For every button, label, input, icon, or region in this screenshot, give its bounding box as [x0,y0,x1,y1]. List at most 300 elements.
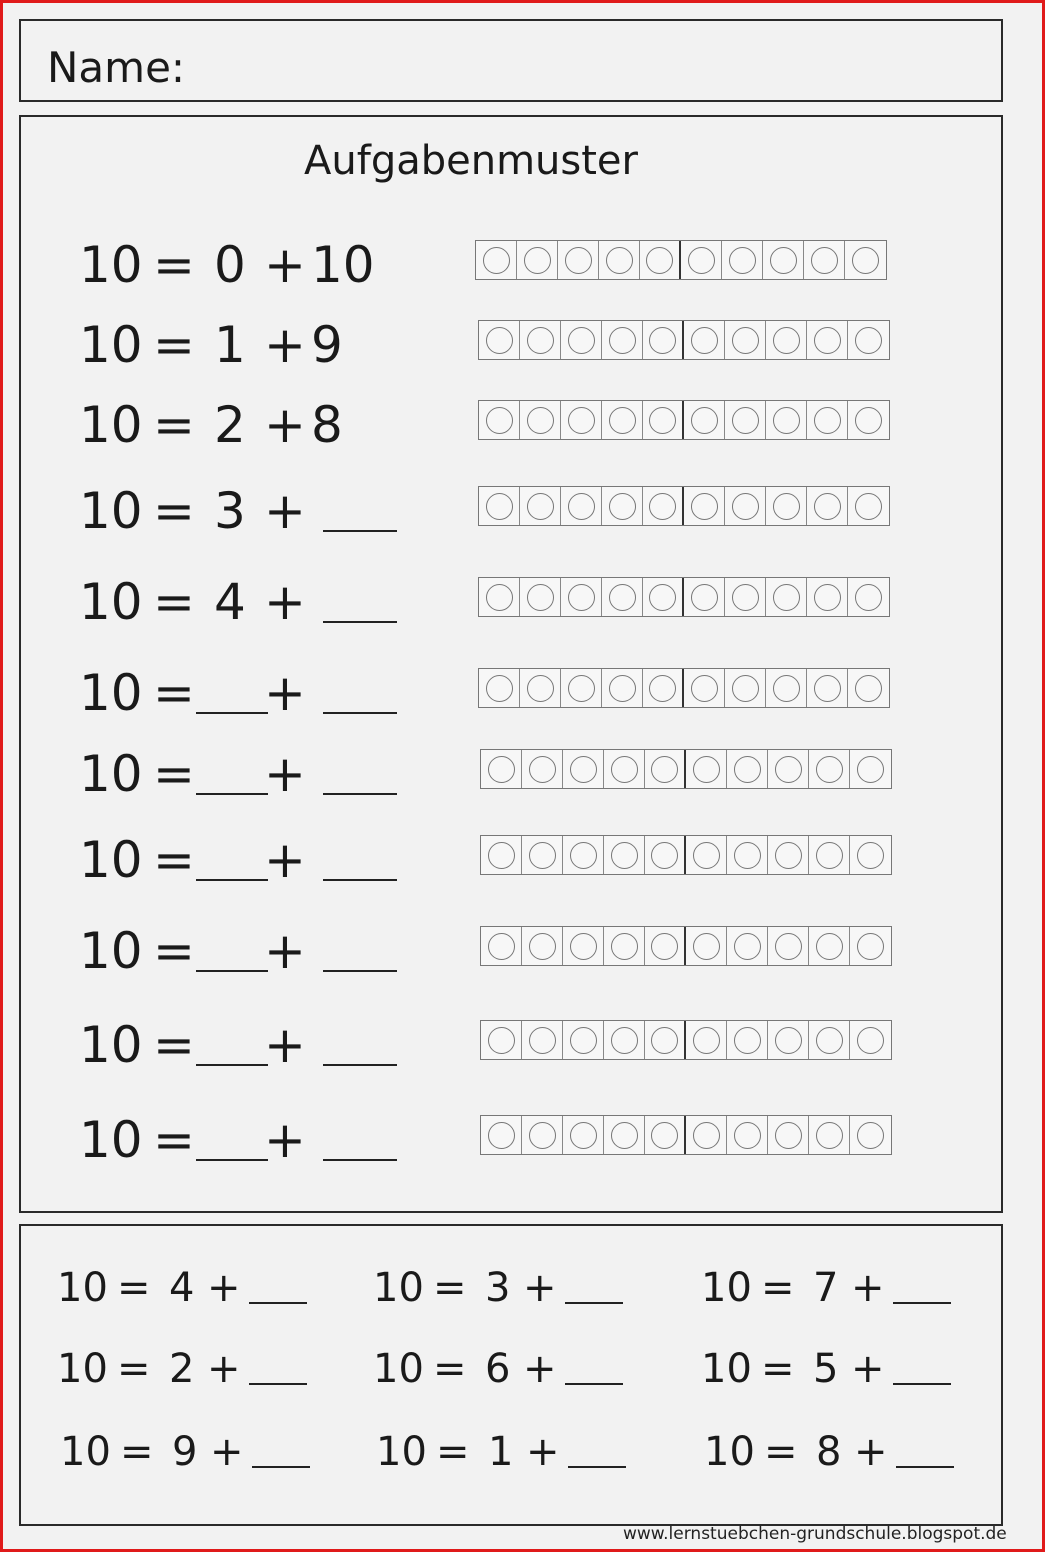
ten-frame-cell [520,578,561,616]
practice-equation [701,1347,961,1391]
ten-frame-cell [561,487,602,525]
counter-circle[interactable] [486,407,513,434]
total-number: 10 [701,1265,752,1311]
counter-circle[interactable] [649,675,676,702]
equation-row [21,658,1005,728]
ten-frame-cell [602,321,643,359]
total-number: 10 [79,316,143,374]
counter-circle[interactable] [570,842,597,869]
equals-sign: = [436,1429,470,1475]
counter-circle[interactable] [773,584,800,611]
ten-frame-cell [809,927,850,965]
ten-frame-cell [807,321,848,359]
counter-circle[interactable] [649,493,676,520]
total-number: 10 [701,1346,752,1392]
answer-blank-a[interactable] [196,1159,268,1161]
counter-circle[interactable] [857,1027,884,1054]
counter-circle[interactable] [527,327,554,354]
ten-frame-cell [520,321,561,359]
ten-frame-cell [722,241,763,279]
counter-circle[interactable] [814,327,841,354]
ten-frame-cell [522,750,563,788]
counter-circle[interactable] [857,756,884,783]
ten-frame-cell [645,927,686,965]
counter-circle[interactable] [488,933,515,960]
plus-sign: + [210,1429,244,1475]
counter-circle[interactable] [816,933,843,960]
equation-row [21,230,1005,300]
counter-circle[interactable] [570,756,597,783]
counter-circle[interactable] [609,493,636,520]
answer-blank[interactable] [249,1302,307,1304]
ten-frame-cell [809,1021,850,1059]
counter-circle[interactable] [857,1122,884,1149]
ten-frame-cell [604,927,645,965]
equals-sign: = [153,573,195,631]
total-number: 10 [79,831,143,889]
equals-sign: = [153,664,195,722]
total-number: 10 [57,1346,108,1392]
counter-circle[interactable] [486,584,513,611]
ten-frame-cell [727,750,768,788]
answer-blank[interactable] [249,1383,307,1385]
counter-circle[interactable] [529,1122,556,1149]
counter-circle[interactable] [855,675,882,702]
counter-circle[interactable] [732,407,759,434]
plus-sign: + [526,1429,560,1475]
addend-b: 10 [311,236,375,294]
counter-circle[interactable] [486,493,513,520]
addend-b: 8 [311,396,343,454]
ten-frame [478,486,890,526]
ten-frame-cell [848,578,889,616]
answer-blank[interactable] [252,1466,310,1468]
ten-frame-cell [727,836,768,874]
ten-frame-cell [604,836,645,874]
plus-sign: + [207,1265,241,1311]
counter-circle[interactable] [691,407,718,434]
equals-sign: = [153,482,195,540]
plus-sign: + [264,664,306,722]
ten-frame-cell [684,321,725,359]
addend-a: 2 [214,396,246,454]
practice-equation [704,1430,964,1474]
addend-a: 3 [485,1265,511,1311]
counter-circle[interactable] [568,675,595,702]
ten-frame-cell [561,321,602,359]
ten-frame-cell [686,1021,727,1059]
ten-frame-cell [517,241,558,279]
total-number: 10 [60,1429,111,1475]
ten-frame-cell [807,487,848,525]
ten-frame-cell [558,241,599,279]
ten-frame-cell [681,241,722,279]
counter-circle[interactable] [488,756,515,783]
ten-frame-cell [479,578,520,616]
answer-blank-a[interactable] [196,793,268,795]
counter-circle[interactable] [732,584,759,611]
ten-frame-cell [640,241,681,279]
counter-circle[interactable] [488,842,515,869]
ten-frame-cell [850,927,891,965]
equation-row [21,390,1005,460]
ten-frame-cell [768,836,809,874]
counter-circle[interactable] [611,1122,638,1149]
counter-circle[interactable] [773,675,800,702]
counter-circle[interactable] [529,1027,556,1054]
equation-row [21,825,1005,895]
counter-circle[interactable] [857,933,884,960]
counter-circle[interactable] [693,1027,720,1054]
answer-blank[interactable] [893,1383,951,1385]
counter-circle[interactable] [486,675,513,702]
counter-circle[interactable] [855,327,882,354]
plus-sign: + [523,1346,557,1392]
ten-frame-cell [768,1021,809,1059]
counter-circle[interactable] [611,842,638,869]
equals-sign: = [153,396,195,454]
equals-sign: = [117,1265,151,1311]
answer-blank[interactable] [568,1466,626,1468]
counter-circle[interactable] [775,1027,802,1054]
counter-circle[interactable] [816,1027,843,1054]
equation-row [21,739,1005,809]
answer-blank-b[interactable] [323,970,397,972]
ten-frame-cell [645,750,686,788]
ten-frame-cell [563,1021,604,1059]
counter-circle[interactable] [816,756,843,783]
name-label: Name: [47,43,186,92]
counter-circle[interactable] [693,756,720,783]
ten-frame-cell [766,578,807,616]
counter-circle[interactable] [691,584,718,611]
counter-circle[interactable] [855,407,882,434]
counter-circle[interactable] [770,247,797,274]
counter-circle[interactable] [816,1122,843,1149]
ten-frame-cell [602,487,643,525]
counter-circle[interactable] [651,1122,678,1149]
counter-circle[interactable] [649,407,676,434]
ten-frame-cell [563,1116,604,1154]
counter-circle[interactable] [729,247,756,274]
total-number: 10 [57,1265,108,1311]
total-number: 10 [79,922,143,980]
practice-equation [60,1430,320,1474]
counter-circle[interactable] [814,584,841,611]
counter-circle[interactable] [646,247,673,274]
ten-frame-cell [727,1021,768,1059]
counter-circle[interactable] [693,933,720,960]
counter-circle[interactable] [651,842,678,869]
practice-section [19,1224,1003,1526]
counter-circle[interactable] [651,933,678,960]
equals-sign: = [153,316,195,374]
ten-frame-cell [604,750,645,788]
counter-circle[interactable] [855,584,882,611]
ten-frame-cell [804,241,845,279]
counter-circle[interactable] [529,842,556,869]
counter-circle[interactable] [775,842,802,869]
ten-frame-cell [686,1116,727,1154]
ten-frame-cell [807,669,848,707]
ten-frame-cell [522,927,563,965]
counter-circle[interactable] [488,1027,515,1054]
counter-circle[interactable] [609,327,636,354]
counter-circle[interactable] [773,327,800,354]
plus-sign: + [854,1429,888,1475]
answer-blank-b[interactable] [323,530,397,532]
counter-circle[interactable] [732,675,759,702]
equation-row [21,310,1005,380]
counter-circle[interactable] [483,247,510,274]
ten-frame [478,668,890,708]
counter-circle[interactable] [775,933,802,960]
answer-blank-b[interactable] [323,712,397,714]
total-number: 10 [373,1265,424,1311]
ten-frame-cell [645,1021,686,1059]
answer-blank-a[interactable] [196,1064,268,1066]
ten-frame-cell [684,401,725,439]
ten-frame-cell [481,750,522,788]
counter-circle[interactable] [691,675,718,702]
ten-frame [480,1020,892,1060]
ten-frame-cell [520,401,561,439]
equation-row [21,476,1005,546]
counter-circle[interactable] [691,327,718,354]
counter-circle[interactable] [775,1122,802,1149]
ten-frame-cell [481,927,522,965]
addend-a: 0 [214,236,246,294]
counter-circle[interactable] [565,247,592,274]
counter-circle[interactable] [568,327,595,354]
ten-frame-cell [563,750,604,788]
ten-frame-cell [686,927,727,965]
equals-sign: = [153,1016,195,1074]
counter-circle[interactable] [773,493,800,520]
counter-circle[interactable] [488,1122,515,1149]
ten-frame-cell [643,487,684,525]
plus-sign: + [264,1016,306,1074]
plus-sign: + [264,1111,306,1169]
equals-sign: = [153,1111,195,1169]
ten-frame-cell [643,669,684,707]
ten-frame-cell [604,1116,645,1154]
counter-circle[interactable] [732,493,759,520]
ten-frame-cell [643,321,684,359]
counter-circle[interactable] [649,584,676,611]
ten-frame-cell [809,836,850,874]
practice-equation [57,1347,317,1391]
ten-frame-cell [763,241,804,279]
counter-circle[interactable] [649,327,676,354]
equals-sign: = [433,1265,467,1311]
ten-frame [480,835,892,875]
ten-frame-cell [645,1116,686,1154]
ten-frame-cell [848,487,889,525]
plus-sign: + [264,573,306,631]
counter-circle[interactable] [611,933,638,960]
ten-frame-cell [476,241,517,279]
counter-circle[interactable] [773,407,800,434]
ten-frame-cell [481,836,522,874]
counter-circle[interactable] [732,327,759,354]
counter-circle[interactable] [651,756,678,783]
ten-frame-cell [599,241,640,279]
ten-frame-cell [643,401,684,439]
answer-blank-b[interactable] [323,793,397,795]
counter-circle[interactable] [570,1122,597,1149]
counter-circle[interactable] [529,933,556,960]
answer-blank-b[interactable] [323,879,397,881]
ten-frame-cell [479,669,520,707]
counter-circle[interactable] [811,247,838,274]
counter-circle[interactable] [527,675,554,702]
total-number: 10 [79,482,143,540]
practice-equation [373,1347,633,1391]
answer-blank-b[interactable] [323,621,397,623]
plus-sign: + [264,922,306,980]
total-number: 10 [79,396,143,454]
answer-blank[interactable] [896,1466,954,1468]
ten-frame-cell [850,1021,891,1059]
counter-circle[interactable] [568,493,595,520]
ten-frame [480,749,892,789]
ten-frame-cell [479,401,520,439]
ten-frame-cell [604,1021,645,1059]
counter-circle[interactable] [814,493,841,520]
equals-sign: = [153,745,195,803]
counter-circle[interactable] [529,756,556,783]
counter-circle[interactable] [527,584,554,611]
ten-frame-cell [848,401,889,439]
counter-circle[interactable] [570,1027,597,1054]
ten-frame-cell [850,750,891,788]
equation-row [21,567,1005,637]
answer-blank-a[interactable] [196,712,268,714]
counter-circle[interactable] [857,842,884,869]
counter-circle[interactable] [570,933,597,960]
counter-circle[interactable] [734,1027,761,1054]
counter-circle[interactable] [486,327,513,354]
ten-frame-cell [768,750,809,788]
counter-circle[interactable] [651,1027,678,1054]
counter-circle[interactable] [852,247,879,274]
total-number: 10 [376,1429,427,1475]
counter-circle[interactable] [606,247,633,274]
counter-circle[interactable] [527,493,554,520]
counter-circle[interactable] [734,933,761,960]
counter-circle[interactable] [691,493,718,520]
plus-sign: + [851,1346,885,1392]
ten-frame-cell [602,669,643,707]
plus-sign: + [264,396,306,454]
ten-frame-cell [481,1021,522,1059]
counter-circle[interactable] [568,584,595,611]
total-number: 10 [373,1346,424,1392]
section-title: Aufgabenmuster [304,138,638,184]
equals-sign: = [117,1346,151,1392]
ten-frame [475,240,887,280]
counter-circle[interactable] [734,756,761,783]
ten-frame-cell [686,750,727,788]
answer-blank-b[interactable] [323,1064,397,1066]
ten-frame-cell [520,669,561,707]
practice-equation [373,1266,633,1310]
ten-frame-cell [684,487,725,525]
counter-circle[interactable] [693,1122,720,1149]
total-number: 10 [704,1429,755,1475]
answer-blank[interactable] [893,1302,951,1304]
counter-circle[interactable] [609,584,636,611]
ten-frame-cell [479,487,520,525]
ten-frame-cell [479,321,520,359]
ten-frame-cell [727,927,768,965]
equals-sign: = [153,922,195,980]
ten-frame-cell [522,836,563,874]
answer-blank-a[interactable] [196,879,268,881]
counter-circle[interactable] [611,756,638,783]
counter-circle[interactable] [734,1122,761,1149]
ten-frame [478,577,890,617]
plus-sign: + [264,482,306,540]
counter-circle[interactable] [693,842,720,869]
equals-sign: = [761,1265,795,1311]
counter-circle[interactable] [527,407,554,434]
name-box [19,19,1003,102]
plus-sign: + [207,1346,241,1392]
counter-circle[interactable] [855,493,882,520]
counter-circle[interactable] [814,675,841,702]
answer-blank[interactable] [565,1383,623,1385]
counter-circle[interactable] [609,675,636,702]
ten-frame-cell [766,321,807,359]
answer-blank-a[interactable] [196,970,268,972]
ten-frame-cell [643,578,684,616]
total-number: 10 [79,573,143,631]
ten-frame-cell [561,669,602,707]
counter-circle[interactable] [568,407,595,434]
addend-a: 4 [169,1265,195,1311]
counter-circle[interactable] [775,756,802,783]
plus-sign: + [523,1265,557,1311]
answer-blank[interactable] [565,1302,623,1304]
counter-circle[interactable] [734,842,761,869]
counter-circle[interactable] [609,407,636,434]
counter-circle[interactable] [816,842,843,869]
ten-frame-cell [848,321,889,359]
total-number: 10 [79,745,143,803]
ten-frame-cell [727,1116,768,1154]
ten-frame-cell [807,401,848,439]
total-number: 10 [79,236,143,294]
ten-frame-cell [522,1021,563,1059]
task-pattern-section [19,115,1003,1213]
counter-circle[interactable] [688,247,715,274]
equals-sign: = [761,1346,795,1392]
counter-circle[interactable] [524,247,551,274]
ten-frame-cell [725,578,766,616]
counter-circle[interactable] [814,407,841,434]
counter-circle[interactable] [611,1027,638,1054]
addend-a: 8 [816,1429,842,1475]
addend-a: 4 [214,573,246,631]
equals-sign: = [153,236,195,294]
equation-row [21,1010,1005,1080]
ten-frame-cell [766,487,807,525]
ten-frame-cell [766,669,807,707]
ten-frame-cell [481,1116,522,1154]
answer-blank-b[interactable] [323,1159,397,1161]
